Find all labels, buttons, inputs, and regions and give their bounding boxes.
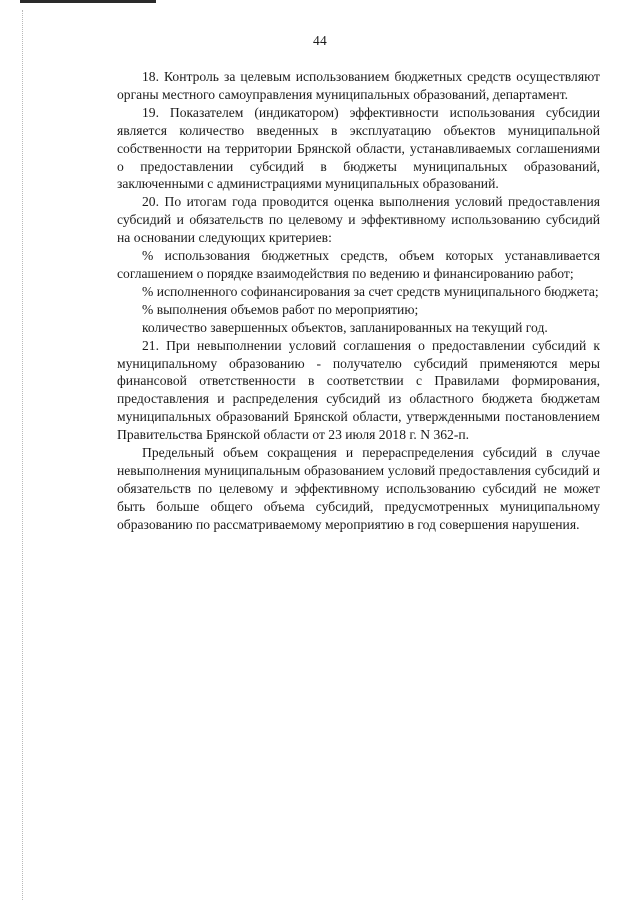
paragraph-20-evaluation: 20. По итогам года проводится оценка выполнения условий предоставления субсидий и обязательств по целевому и эффективному использованию субсидий на основании следующих критериев: [117,194,600,246]
criterion-completed-objects: количество завершенных объектов, запланированных на текущий год. [142,319,548,335]
criterion-work-volume: % выполнения объемов работ по мероприятию; [142,301,419,317]
top-border-rule [20,0,156,3]
document-body [117,68,600,534]
criterion-budget-usage: % использования бюджетных средств, объем которых устанавливается соглашением о порядке взаимодействия по ведению и финансированию работ; [117,248,600,281]
paragraph-21-liability: 21. При невыполнении условий соглашения о предоставлении субсидий к муниципальному образованию - получателю субсидий применяются меры финансовой ответственности в соответствии с Правилами формирования, предоставления и распределения субсидий из областного бюджета бюджетам муниципальных образований Брянской области, утвержденными постановлением Правительства Брянской области от 23 июля 2018 г. N 362-п. [117,337,600,443]
paragraph-19-indicator: 19. Показателем (индикатором) эффективности использования субсидии является количество введенных в эксплуатацию объектов муниципальной собственности на территории Брянской области, устанавливаемых соглашениями о предоставлении субсидий в бюджеты муниципальных образований, заключенными с администрациями муниципальных образований. [117,104,600,192]
paragraph-18-control: 18. Контроль за целевым использованием бюджетных средств осуществляют органы местного самоуправления муниципальных образований, департамент. [117,69,600,102]
scan-left-edge [22,10,23,900]
page-number: 44 [312,33,328,48]
criterion-cofinancing: % исполненного софинансирования за счет средств муниципального бюджета; [142,283,599,299]
paragraph-reduction-limit: Предельный объем сокращения и перераспределения субсидий в случае невыполнения муниципальным образованием условий предоставления субсидий и обязательств по целевому и эффективному использованию субсидий не может быть больше общего объема субсидий, предусмотренных муниципальному образованию по рассматриваемому мероприятию в год совершения нарушения. [117,445,600,532]
